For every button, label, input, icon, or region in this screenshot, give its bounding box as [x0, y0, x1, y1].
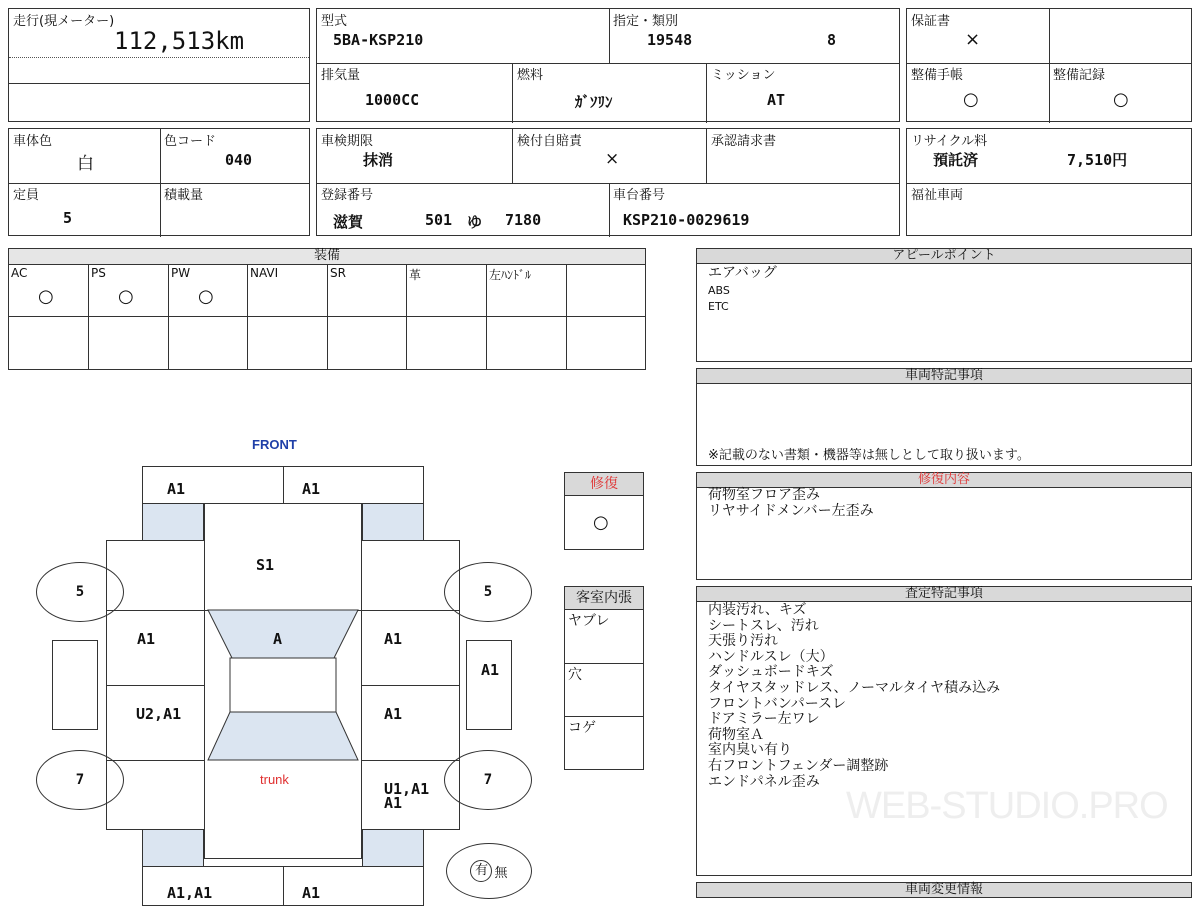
maintenance-book-label: 整備手帳	[911, 68, 964, 83]
spec-box	[316, 8, 900, 122]
watermark: WEB-STUDIO.PRO	[846, 785, 1168, 827]
interior-row-3: コゲ	[568, 720, 596, 736]
vehicle-notes-section	[696, 368, 1192, 466]
right-quarter-label-2: A1	[384, 794, 403, 812]
repair-value: ○	[593, 512, 609, 533]
color-box	[8, 128, 310, 236]
spare-tire-indicator	[446, 843, 532, 899]
mileage-label: 走行(現メーター)	[13, 14, 115, 29]
damage-diagram	[0, 430, 560, 900]
color-code-label: 色コード	[164, 134, 217, 149]
right-quarter-label: U1,A1	[384, 780, 430, 798]
appeal-title: アピールポイント	[696, 248, 1192, 264]
equip-ac-value: ○	[38, 286, 54, 307]
registration-kana: ゆ	[467, 213, 483, 231]
maintenance-record-value: ○	[1113, 89, 1129, 110]
tire-rear-left: 7	[36, 750, 124, 810]
change-info-title: 車両変更情報	[696, 882, 1192, 898]
right-door-front-label: A1	[384, 630, 403, 648]
front-bumper-right: A1	[302, 480, 321, 498]
displacement-label: 排気量	[321, 68, 361, 83]
interior-title: 客室内張	[564, 586, 644, 610]
rear-bumper-right: A1	[302, 884, 321, 902]
approval-label: 承認請求書	[711, 134, 777, 149]
fuel-label: 燃料	[517, 68, 544, 83]
repair-detail-1: 荷物室フロア歪み	[708, 487, 820, 503]
color-code-value: 040	[225, 151, 253, 169]
fuel-value: ｶﾞｿﾘﾝ	[575, 93, 613, 111]
appeal-line-3: ETC	[708, 300, 729, 313]
inspection-label: 車検期限	[321, 134, 374, 149]
trunk-label: trunk	[260, 772, 289, 787]
tire-front-right: 5	[444, 562, 532, 622]
maintenance-record-label: 整備記録	[1053, 68, 1106, 83]
designation-class: 8	[827, 31, 837, 49]
windshield-label: A	[273, 630, 283, 648]
equipment-table	[8, 248, 646, 370]
equip-pw-value: ○	[198, 286, 214, 307]
load-label: 積載量	[164, 188, 204, 203]
right-side-label: A1	[481, 661, 500, 679]
assessment-section	[696, 586, 1192, 876]
warranty-label: 保証書	[911, 14, 951, 29]
chassis-value: KSP210-0029619	[623, 211, 750, 229]
hood-label: S1	[256, 556, 275, 574]
repair-details-section	[696, 472, 1192, 580]
equip-lhd-label: 左ﾊﾝﾄﾞﾙ	[489, 268, 532, 282]
assessment-line: 内装汚れ、キズ	[708, 602, 807, 618]
appeal-line-1: エアバッグ	[708, 265, 777, 281]
equipment-title: 装備	[8, 248, 646, 265]
interior-box	[564, 586, 644, 770]
displacement-value: 1000CC	[365, 91, 420, 109]
capacity-label: 定員	[13, 188, 40, 203]
registration-box	[316, 128, 900, 236]
assessment-line: エンドパネル歪み	[708, 773, 820, 790]
registration-class-no: 501	[425, 211, 453, 229]
docs-box	[906, 8, 1192, 122]
assessment-line: ドアミラー左ワレ	[708, 711, 820, 728]
vehicle-notes-title: 車両特記事項	[696, 368, 1192, 384]
model-value: 5BA-KSP210	[333, 31, 424, 49]
welfare-label: 福祉車両	[911, 188, 964, 203]
registration-number: 7180	[505, 211, 542, 229]
front-bumper-left: A1	[167, 480, 186, 498]
assessment-line: ダッシュボードキズ	[708, 664, 834, 681]
inspection-value: 抹消	[363, 151, 394, 169]
transmission-label: ミッション	[711, 68, 776, 83]
rear-bumper-left: A1,A1	[167, 884, 213, 902]
front-label: FRONT	[252, 437, 297, 452]
spare-yes-mark	[470, 860, 492, 882]
spare-no-label: 無	[494, 865, 508, 881]
recycle-amount: 7,510円	[1067, 151, 1128, 169]
equip-ps-value: ○	[118, 286, 134, 307]
mileage-box	[8, 8, 310, 122]
repair-box	[564, 472, 644, 550]
recycle-label: リサイクル料	[911, 134, 988, 149]
interior-row-1: ヤブレ	[568, 613, 610, 629]
left-fender-label: A1	[137, 630, 156, 648]
tire-rear-right: 7	[444, 750, 532, 810]
model-label: 型式	[321, 14, 348, 29]
tire-front-left: 5	[36, 562, 124, 622]
assessment-line: タイヤスタッドレス、ノーマルタイヤ積み込み	[708, 680, 1001, 696]
assessment-line: 右フロントフェンダー調整跡	[708, 758, 889, 774]
equip-leather-label: 革	[409, 268, 422, 282]
assessment-line: フロントバンパースレ	[708, 695, 847, 712]
designation-label: 指定・類別	[613, 14, 679, 29]
recycle-status: 預託済	[933, 151, 979, 169]
spare-yes-label: 有	[474, 863, 488, 878]
mileage-value: 112,513km	[114, 27, 245, 55]
registration-label: 登録番号	[321, 188, 374, 203]
glass-svg	[204, 608, 362, 762]
interior-row-2: 穴	[568, 667, 582, 683]
registration-region: 滋賀	[333, 213, 364, 231]
transmission-value: AT	[767, 91, 786, 109]
repair-label: 修復	[564, 472, 644, 496]
appeal-line-2: ABS	[708, 284, 730, 297]
warranty-value: ×	[965, 29, 981, 50]
assessment-line: 荷物室Ａ	[708, 726, 764, 743]
appeal-section	[696, 248, 1192, 362]
repair-detail-2: リヤサイドメンバー左歪み	[708, 503, 874, 519]
capacity-value: 5	[63, 209, 73, 227]
equip-navi-label: NAVI	[250, 266, 279, 280]
recycle-box	[906, 128, 1192, 236]
left-door-rear-label: U2,A1	[136, 705, 182, 723]
repair-details-title: 修復内容	[696, 472, 1192, 488]
vehicle-notes-footer: ※記載のない書類・機器等は無しとして取り扱います。	[708, 448, 1030, 463]
body-color-value: 白	[77, 154, 94, 174]
equip-pw-label: PW	[171, 266, 191, 280]
assessment-title: 査定特記事項	[696, 586, 1192, 602]
insurance-value: ×	[605, 149, 620, 169]
designation-code: 19548	[647, 31, 693, 49]
assessment-line: 天張り汚れ	[708, 633, 778, 650]
assessment-line: シートスレ、汚れ	[708, 617, 819, 634]
maintenance-book-value: ○	[963, 89, 979, 110]
insurance-label: 検付自賠責	[517, 134, 583, 149]
right-door-rear-label: A1	[384, 705, 403, 723]
equip-sr-label: SR	[330, 266, 346, 280]
assessment-line: ハンドルスレ（大）	[708, 648, 834, 665]
equip-ps-label: PS	[91, 266, 106, 280]
chassis-label: 車台番号	[613, 188, 666, 203]
equip-ac-label: AC	[11, 266, 28, 280]
assessment-line: 室内臭い有り	[708, 742, 792, 759]
body-color-label: 車体色	[13, 134, 53, 149]
